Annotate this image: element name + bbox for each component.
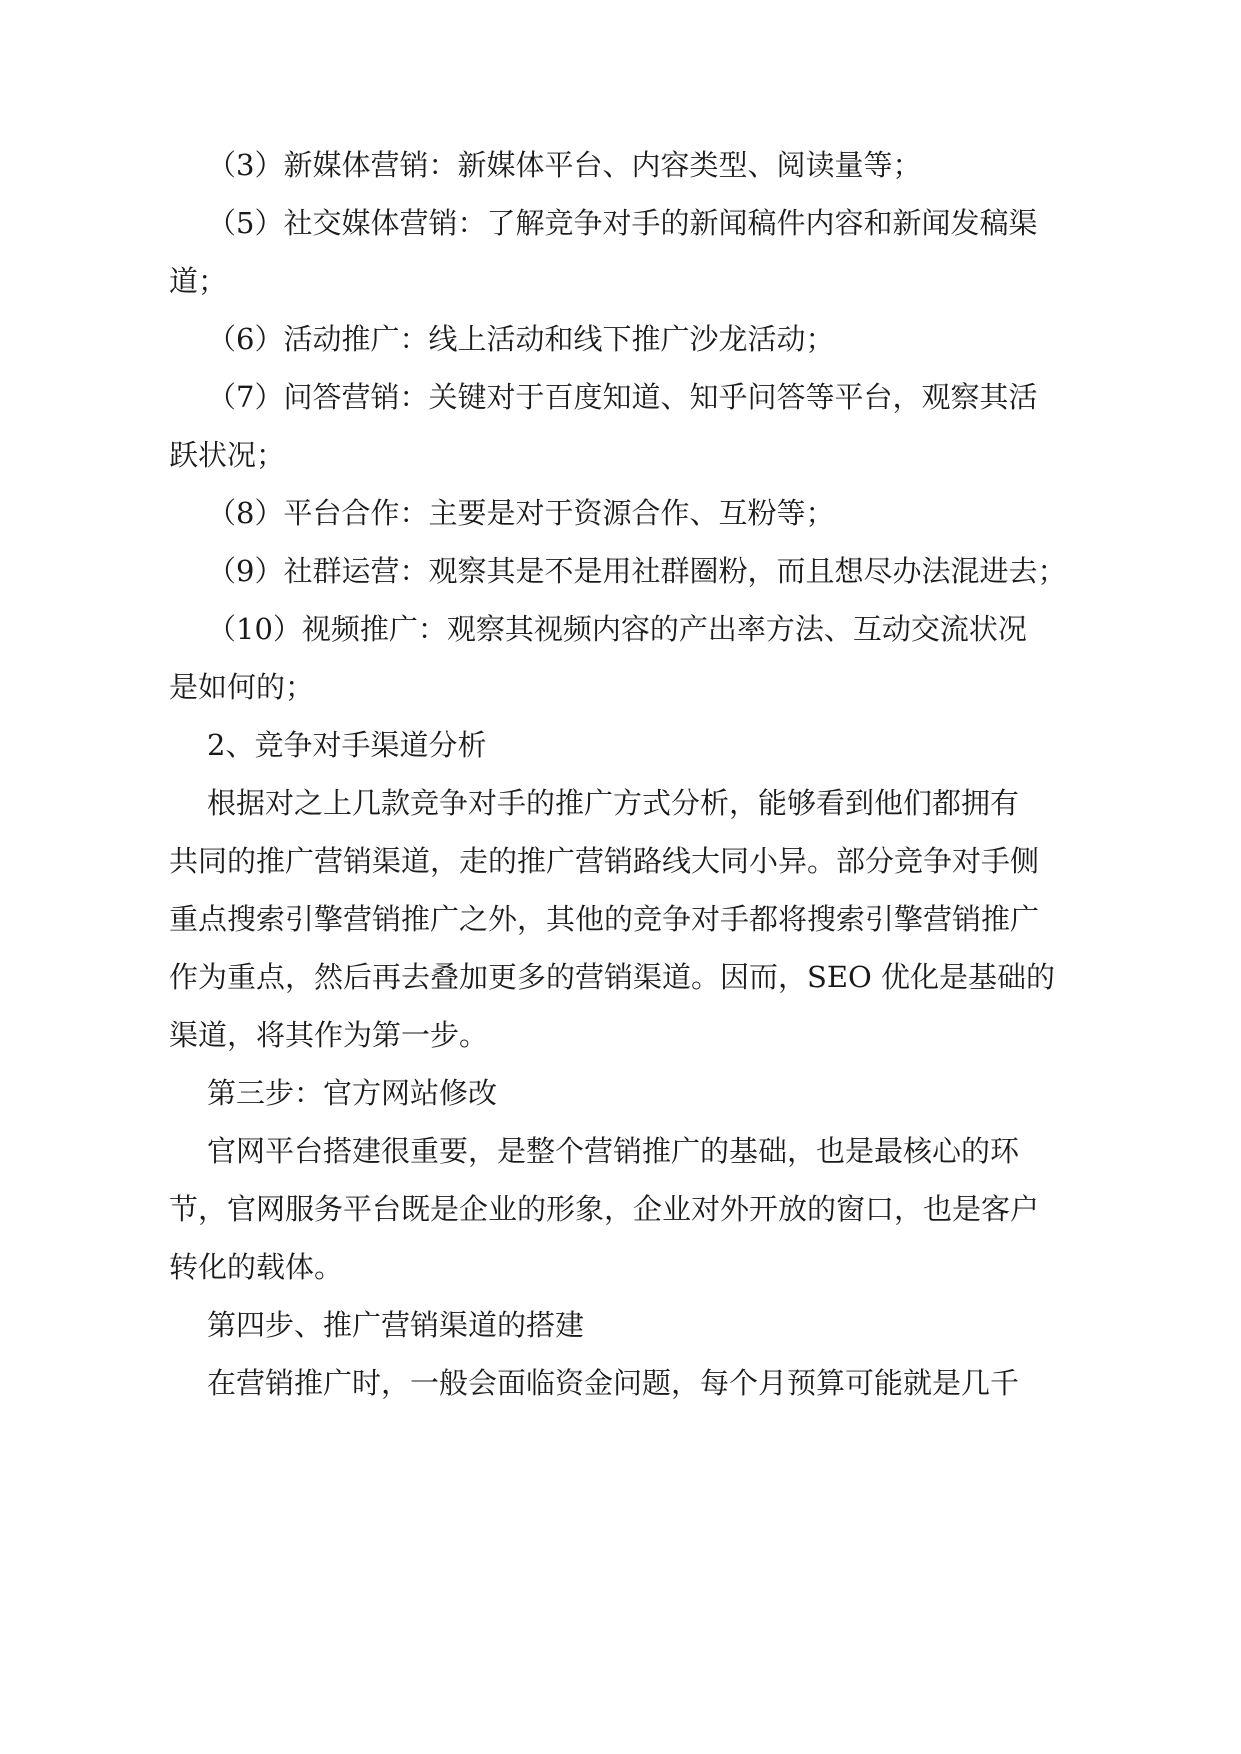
text-line: 是如何的； (169, 670, 315, 704)
text-line: （6）活动推广：线上活动和线下推广沙龙活动； (207, 322, 835, 356)
text-line: （7）问答营销：关键对于百度知道、知乎问答等平台，观察其活 (207, 380, 1038, 414)
text-line: 作为重点，然后再去叠加更多的营销渠道。因而，SEO 优化是基础的 (169, 960, 1056, 994)
section-heading: 2、竞争对手渠道分析 (207, 728, 487, 762)
text-line: （10）视频推广：观察其视频内容的产出率方法、互动交流状况 (207, 612, 1027, 646)
text-line: （3）新媒体营销：新媒体平台、内容类型、阅读量等； (207, 148, 922, 182)
text-line: 跃状况； (169, 438, 286, 472)
text-line: 根据对之上几款竞争对手的推广方式分析，能够看到他们都拥有 (207, 786, 1020, 820)
text-line: 官网平台搭建很重要，是整个营销推广的基础，也是最核心的环 (207, 1134, 1020, 1168)
text-line: 道； (169, 264, 228, 298)
text-line: （8）平台合作：主要是对于资源合作、互粉等； (207, 496, 835, 530)
section-heading: 第四步、推广营销渠道的搭建 (207, 1308, 585, 1342)
text-line: 节，官网服务平台既是企业的形象，企业对外开放的窗口，也是客户 (169, 1192, 1040, 1226)
text-line: 重点搜索引擎营销推广之外，其他的竞争对手都将搜索引擎营销推广 (169, 902, 1040, 936)
text-line: 在营销推广时，一般会面临资金问题，每个月预算可能就是几千 (207, 1366, 1020, 1400)
text-line: 渠道，将其作为第一步。 (169, 1018, 489, 1052)
text-line: 转化的载体。 (169, 1250, 344, 1284)
text-line: 共同的推广营销渠道，走的推广营销路线大同小异。部分竞争对手侧 (169, 844, 1040, 878)
text-line: （5）社交媒体营销：了解竞争对手的新闻稿件内容和新闻发稿渠 (207, 206, 1038, 240)
section-heading: 第三步：官方网站修改 (207, 1076, 498, 1110)
text-line: （9）社群运营：观察其是不是用社群圈粉，而且想尽办法混进去； (207, 554, 1067, 588)
